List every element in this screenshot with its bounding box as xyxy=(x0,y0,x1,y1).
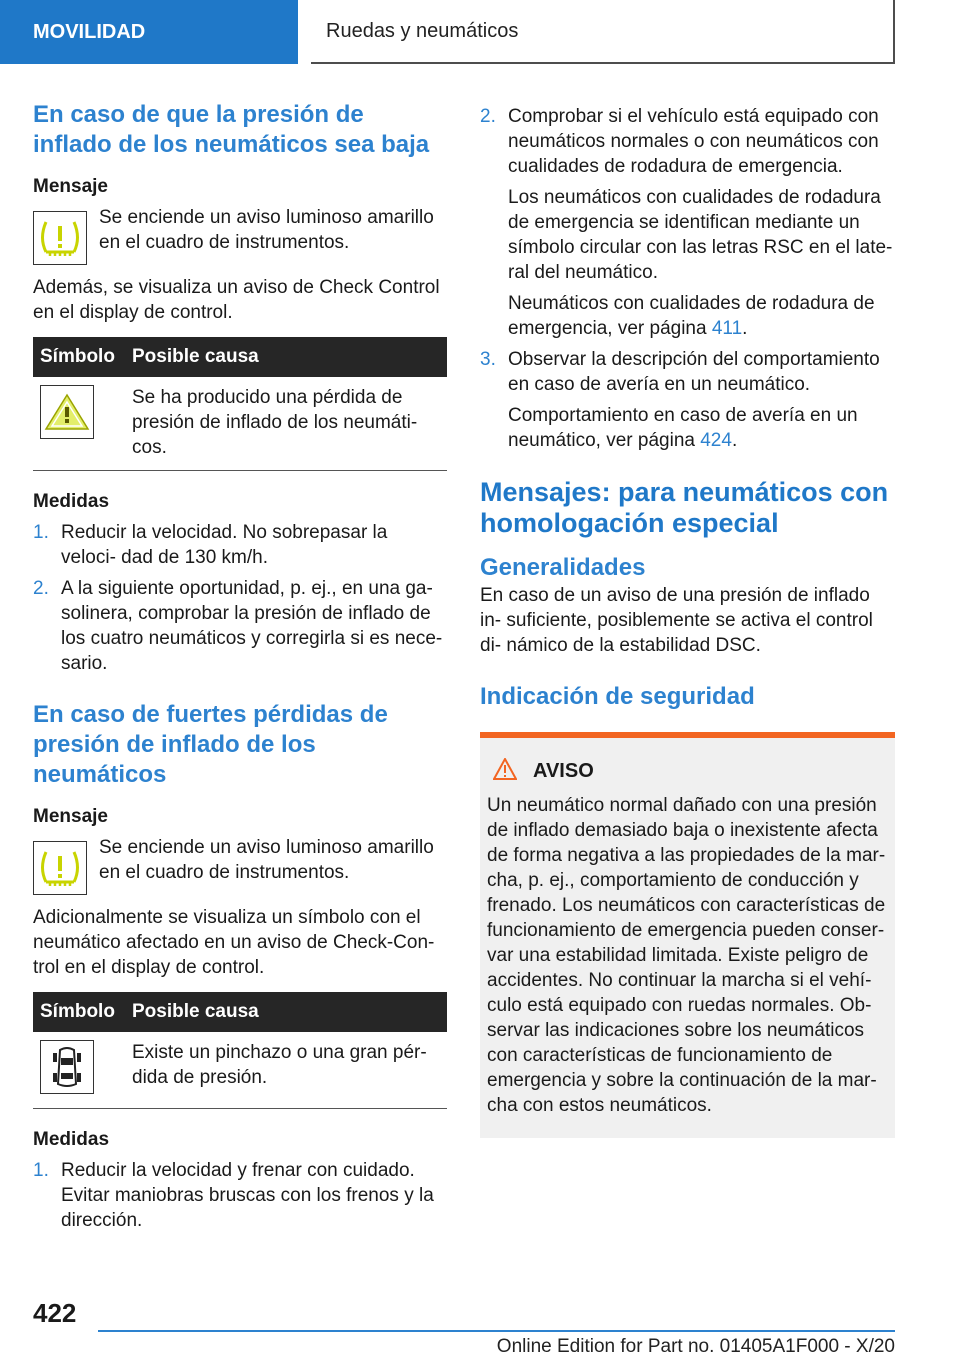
warning-box xyxy=(480,732,895,1138)
safety-heading: Indicación de seguridad xyxy=(480,683,755,710)
check-control-text: Además, se visualiza un aviso de Check Control en el display de control. xyxy=(33,277,440,323)
footer-divider xyxy=(98,1330,895,1332)
warning-text: Un neumático normal dañado con una presión de inflado demasiado baja o inexistente afecta de forma negativa a las propiedades de la mar- cha, p. ej., comportamiento de conducción y frenado. Los neumáticos con características de funcionamiento de emergencia pueden conser- var una estabilidad limitada. Existe peligro de accidentes. No continuar la marcha si el vehí- culo está equipado con ruedas normales. Ob- servar las indicaciones sobre los neumáticos con características de funcionamiento de emergencia y sobre la continuación de la mar- cha con estos neumáticos. xyxy=(487,795,886,1116)
general-heading: Generalidades xyxy=(480,554,646,581)
list-item: 1. Reducir la velocidad. No sobrepasar la veloci- dad de 130 km/h. xyxy=(33,522,388,568)
measures-label: Medidas xyxy=(33,1129,110,1150)
list-item: 3. Observar la descripción del comportamiento en caso de avería en un neumático. Comportamiento en caso de avería en un neumático, ver página 424. xyxy=(480,349,880,451)
symbol-table xyxy=(33,337,447,471)
tire-pressure-warning-icon xyxy=(33,841,87,895)
measures-label: Medidas xyxy=(33,491,110,512)
message-row xyxy=(33,835,447,895)
page-number: 422 xyxy=(33,1298,77,1328)
left-column xyxy=(33,100,447,1239)
cause-text: Se ha producido una pérdida de presión de inflado de los neumáti- cos. xyxy=(125,377,447,471)
strong-loss-heading: En caso de fuertes pérdidas de presión de inflado de los neumáticos xyxy=(33,701,388,788)
right-column xyxy=(480,104,895,1138)
table-header-cause: Posible causa xyxy=(125,337,447,377)
list-item: 2. Comprobar si el vehículo está equipado con neumáticos normales o con neumáticos con cualidades de rodadura de emergencia. Los neumáticos con cualidades de rodadura de emergencia se identifican mediante un símbolo circular con las letras RSC en el late- ral del neumático. Neumáticos con cualidades de rodadura de emergencia, ver página 411. xyxy=(480,106,893,339)
measures-list-continued xyxy=(480,104,895,453)
table-row xyxy=(33,1032,447,1109)
special-tires-heading: Mensajes: para neumáticos con homologación especial xyxy=(480,477,889,538)
page-link-411[interactable]: 411 xyxy=(711,318,743,339)
warning-triangle-icon xyxy=(40,385,94,439)
measures-list xyxy=(33,1158,447,1233)
message-text: Se enciende un aviso luminoso amarillo en el cuadro de instrumentos. xyxy=(99,837,434,883)
symbol-table xyxy=(33,992,447,1109)
list-item: 1. Reducir la velocidad y frenar con cuidado. Evitar maniobras bruscas con los frenos y la dirección. xyxy=(33,1160,434,1231)
message-label: Mensaje xyxy=(33,176,108,197)
page-link-424[interactable]: 424 xyxy=(700,430,732,451)
chapter-title: Ruedas y neumáticos xyxy=(311,0,895,64)
table-header-symbol: Símbolo xyxy=(33,992,125,1032)
list-item: 2. A la siguiente oportunidad, p. ej., en una ga- solinera, comprobar la presión de inflado de los cuatro neumáticos y corregirla si es nece- sario. xyxy=(33,578,443,674)
message-label: Mensaje xyxy=(33,806,108,827)
low-pressure-heading: En caso de que la presión de inflado de los neumáticos sea baja xyxy=(33,101,430,158)
table-row xyxy=(33,377,447,471)
edition-text: Online Edition for Part no. 01405A1F000 - X/20 xyxy=(496,1336,895,1357)
table-header-cause: Posible causa xyxy=(125,992,447,1032)
general-text: En caso de un aviso de una presión de inflado in- suficiente, posiblemente se activa el control di- námico de la estabilidad DSC. xyxy=(480,585,873,656)
measures-list xyxy=(33,520,447,676)
cause-text: Existe un pinchazo o una gran pér- dida de presión. xyxy=(125,1032,447,1109)
tire-pressure-warning-icon xyxy=(33,211,87,265)
section-tab: MOVILIDAD xyxy=(0,0,298,64)
car-tire-damage-icon xyxy=(40,1040,94,1094)
table-header-symbol: Símbolo xyxy=(33,337,125,377)
warning-label: AVISO xyxy=(533,760,594,782)
check-control-text: Adicionalmente se visualiza un símbolo con el neumático afectado en un aviso de Check-Con- trol en el display de control. xyxy=(33,907,435,978)
message-row xyxy=(33,205,447,265)
warning-triangle-icon xyxy=(493,758,517,785)
message-text: Se enciende un aviso luminoso amarillo en el cuadro de instrumentos. xyxy=(99,207,434,253)
